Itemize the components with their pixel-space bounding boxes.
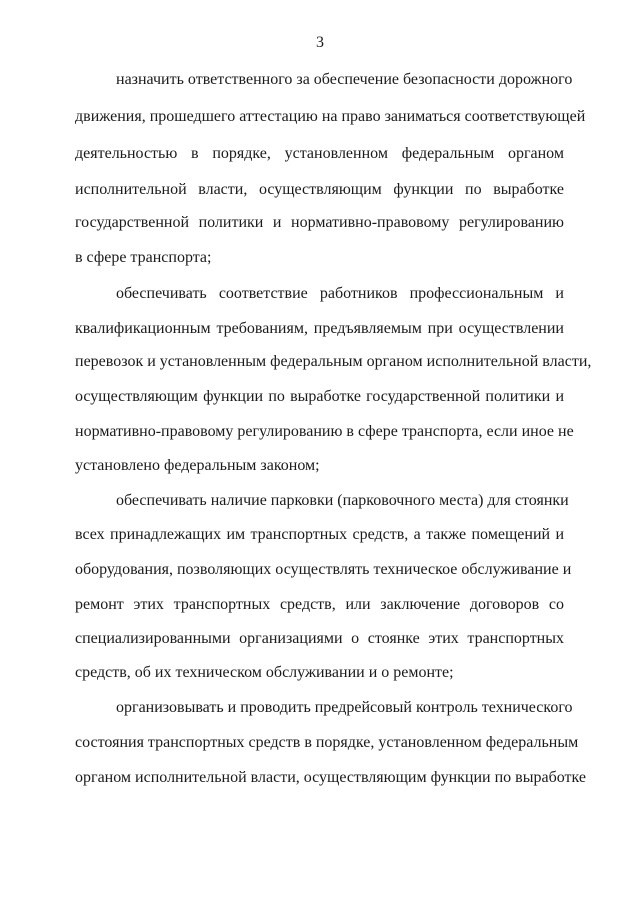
text-line: специализированными организациями о стоянке этих транспортных — [75, 630, 564, 647]
text-line: ремонт этих транспортных средств, или заключение договоров со — [75, 596, 564, 613]
text-line: органом исполнительной власти, осуществляющим функции по выработке — [75, 769, 586, 786]
text-line: обеспечивать наличие парковки (парковочного места) для стоянки — [116, 492, 569, 509]
text-line: перевозок и установленным федеральным органом исполнительной власти, — [75, 353, 592, 370]
text-line: обеспечивать соответствие работников профессиональным и — [116, 285, 564, 302]
text-line: нормативно-правовому регулированию в сфере транспорта, если иное не — [75, 423, 574, 440]
text-line: состояния транспортных средств в порядке, установленном федеральным — [75, 734, 579, 751]
page-number: 3 — [316, 34, 324, 51]
text-line: государственной политики и нормативно-правовому регулированию — [75, 214, 564, 231]
text-line: квалификационным требованиям, предъявляемым при осуществлении — [75, 320, 564, 337]
text-line: в сфере транспорта; — [75, 249, 212, 266]
text-line: средств, об их техническом обслуживании и о ремонте; — [75, 664, 454, 681]
text-line: движения, прошедшего аттестацию на право заниматься соответствующей — [75, 108, 586, 125]
text-line: установлено федеральным законом; — [75, 457, 320, 474]
text-line: назначить ответственного за обеспечение безопасности дорожного — [116, 71, 573, 88]
text-line: всех принадлежащих им транспортных средств, а также помещений и — [75, 526, 564, 543]
text-line: деятельностью в порядке, установленном федеральным органом — [75, 145, 564, 162]
text-line: осуществляющим функции по выработке государственной политики и — [75, 388, 564, 405]
text-line: организовывать и проводить предрейсовый контроль технического — [116, 699, 573, 716]
text-line: исполнительной власти, осуществляющим функции по выработке — [75, 181, 564, 198]
text-line: оборудования, позволяющих осуществлять техническое обслуживание и — [75, 561, 572, 578]
